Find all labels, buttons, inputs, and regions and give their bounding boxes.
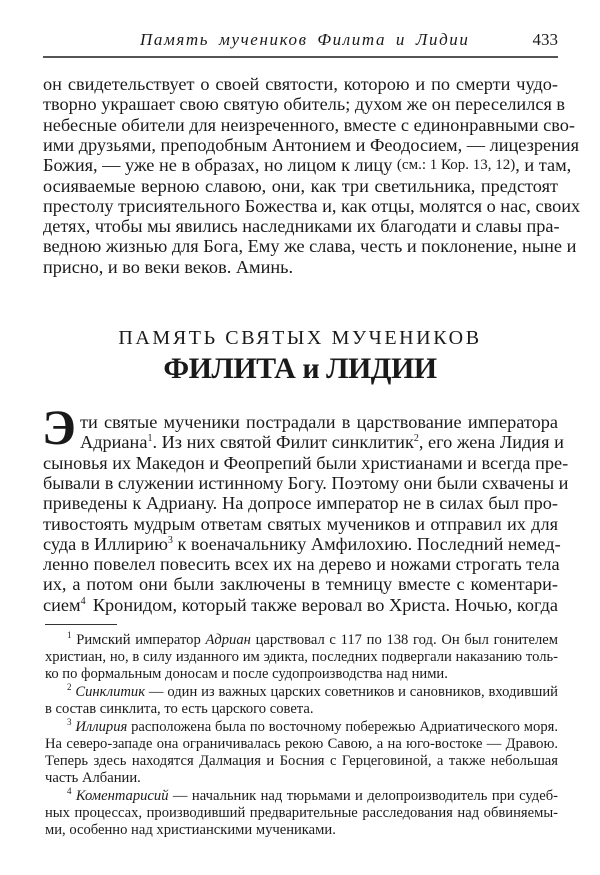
- text: , его жена Лидия и: [418, 432, 564, 453]
- section-heading-line2: ФИЛИТА и ЛИДИИ: [163, 352, 437, 385]
- footnote-line: Теперь здесь находятся Далмация и Босния с Герцеговиной, а также небольшая: [45, 753, 558, 769]
- footnote-number: 3: [67, 717, 72, 727]
- text: суда в Иллирию: [43, 533, 168, 554]
- text-line: небесные обители для неизреченного, вместе с единонравными сво-: [43, 114, 575, 135]
- footnote-term: Синклитик: [75, 684, 146, 700]
- text: — начальник над тюрьмами и делопроизводитель при судеб-: [168, 788, 558, 804]
- footnote-line: [45, 684, 558, 701]
- text-line: творно украшает свою святую обитель; духом же он переселился в: [43, 94, 566, 115]
- text: Римский император: [76, 632, 206, 648]
- text-line: [43, 155, 572, 176]
- text: царствовал с 117 по 138 год. Он был гонителем: [250, 632, 558, 648]
- scripture-reference: (см.: 1 Кор. 13, 12): [396, 157, 516, 174]
- text-line: осияваемые верною славою, они, как три светильника, предстоят: [43, 175, 558, 196]
- footnote-line: часть Албании.: [45, 770, 141, 786]
- text-line: бывали в служении истинному Богу. Поэтому они были схвачены и: [43, 472, 569, 493]
- text-line: сыновья их Македон и Феопрепий были христианами и всегда пре-: [43, 452, 569, 473]
- footnote-line: христиан, но, в силу изданного им эдикта, последних подвергали наказанию толь-: [45, 649, 558, 665]
- text-line: тивостоять мудрым ответам святых мучеников и отправил их для: [43, 513, 558, 534]
- footnote-line: [45, 788, 558, 805]
- footnote-line: ко по формальным доносам и после судопроизводства над ними.: [45, 666, 448, 682]
- text-line: [43, 533, 561, 554]
- footnote-term: Коментарисий: [75, 788, 169, 804]
- footnote-ref[interactable]: 4: [80, 595, 86, 607]
- footnote-line: ных процессах, производивший предварительные расследования над обвиняемы-: [45, 805, 558, 821]
- footnote-term: Адриан: [205, 632, 251, 648]
- footnote-line: ми, особенно над христианскими мучениками.: [45, 822, 336, 838]
- running-header: [43, 24, 558, 58]
- text-line: детях, чтобы мы явились наследниками их благодати и славы пра-: [43, 216, 560, 237]
- text: Кронидом, который также веровал во Христа. Ночью, когда: [88, 594, 558, 615]
- footnote-number: 2: [67, 682, 72, 692]
- footnote-ref[interactable]: 3: [167, 534, 173, 546]
- footnote-number: 1: [67, 630, 72, 640]
- drop-cap: Э: [42, 399, 76, 455]
- text-line: ведною жизнью для Бога, Ему же слава, честь и поклонение, ныне и: [43, 236, 577, 257]
- text-line: присно, и во веки веков. Аминь.: [43, 256, 294, 277]
- text-line: [43, 595, 558, 615]
- text-line: ти святые мученики пострадали в царствование императора: [80, 412, 558, 432]
- text-line: [80, 432, 564, 453]
- footnote-number: 4: [67, 786, 72, 796]
- text-line: престолу трисиятельного Божества и, как отцы, молятся о нас, своих: [43, 195, 581, 216]
- footnote-line: [45, 632, 558, 649]
- text: расположена была по восточному побережью Адриатического моря.: [127, 719, 558, 735]
- section-heading-line1: ПАМЯТЬ СВЯТЫХ МУЧЕНИКОВ: [118, 327, 482, 349]
- text: , и там,: [515, 155, 572, 176]
- text: Адриана: [80, 432, 148, 453]
- text-line: их, а потом они были заключены в темницу вместе с коментари-: [43, 574, 558, 595]
- text-line: он свидетельствует о своей святости, которою и по смерти чудо-: [43, 74, 558, 94]
- page-number: 433: [532, 30, 558, 49]
- text-line: ленно повелел повесить всех их на дерево и ножами строгать тела: [43, 554, 560, 575]
- footnote-line: На северо-западе она ограничивалась рекою Савою, а на юго-востоке — Дравою.: [45, 736, 558, 752]
- text-line: приведены к Адриану. На допросе император не в силах был про-: [43, 493, 558, 514]
- text-line: ими друзьями, преподобным Антонием и Феодосием, — лицезрения: [43, 134, 580, 155]
- text: сием: [43, 594, 81, 615]
- footnote-term: Иллирия: [75, 719, 128, 735]
- text: . Из них святой Филит синклитик: [152, 432, 414, 453]
- text: — один из важных царских советников и сановников, входивший: [145, 684, 558, 700]
- footnote-line: в состав синклита, то есть царского совета.: [45, 701, 314, 717]
- text: Божия, — уже не в образах, но лицом к лицу: [43, 155, 397, 176]
- text: к военачальнику Амфилохию. Последний немед-: [172, 533, 561, 554]
- running-header-title: Память мучеников Филита и Лидии: [140, 30, 470, 49]
- footnote-divider: [45, 624, 117, 625]
- footnote-ref[interactable]: 1: [147, 433, 153, 445]
- footnote-line: [45, 719, 558, 736]
- footnote-ref[interactable]: 2: [413, 433, 419, 445]
